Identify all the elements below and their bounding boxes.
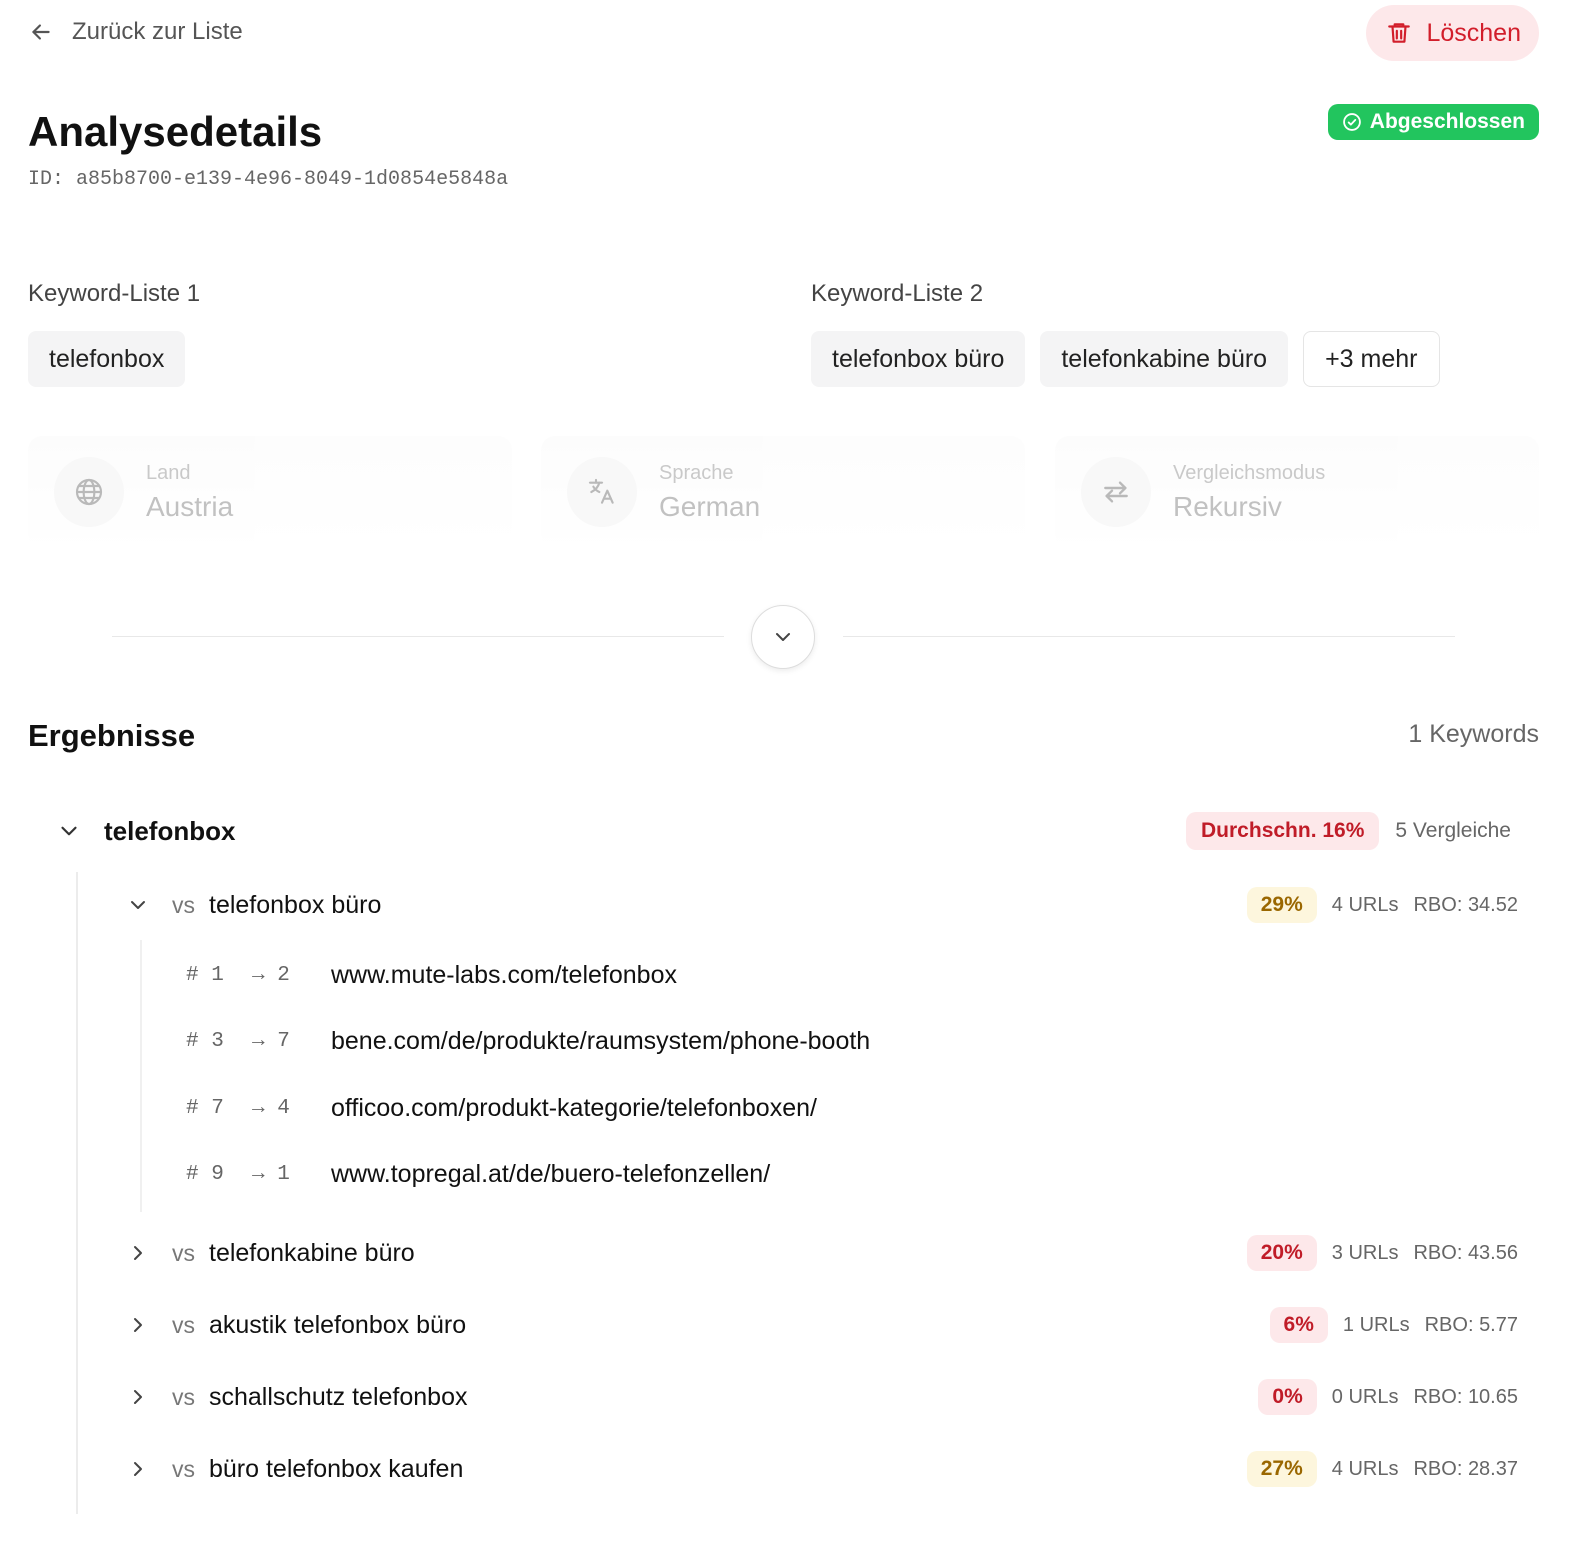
country-value: Austria bbox=[146, 490, 234, 522]
url-count: 1 URLs bbox=[1342, 1313, 1410, 1336]
url-count: 3 URLs bbox=[1331, 1241, 1399, 1264]
comparison-mode-label: Vergleichsmodus bbox=[1173, 461, 1326, 484]
url-row bbox=[186, 1088, 817, 1128]
status-label: Abgeschlossen bbox=[1369, 110, 1525, 133]
expand-details-button[interactable] bbox=[751, 605, 815, 669]
chevron-right-icon[interactable] bbox=[126, 1385, 150, 1409]
overlap-badge: 29% bbox=[1247, 887, 1317, 923]
position-to: → 4 bbox=[252, 1096, 290, 1120]
globe-icon bbox=[54, 457, 124, 527]
language-value: German bbox=[659, 490, 761, 522]
translate-icon bbox=[567, 457, 637, 527]
keyword-list-1 bbox=[28, 331, 185, 387]
overlap-badge: 6% bbox=[1270, 1307, 1328, 1343]
chevron-down-icon[interactable] bbox=[126, 893, 150, 917]
back-to-list-link[interactable] bbox=[28, 18, 243, 46]
average-badge: Durchschn. 16% bbox=[1186, 812, 1379, 850]
vs-label: vs bbox=[172, 1239, 195, 1266]
rbo-score: RBO: 10.65 bbox=[1413, 1385, 1518, 1408]
position-from: # 7 bbox=[186, 1096, 224, 1120]
overlap-badge: 27% bbox=[1247, 1451, 1317, 1487]
overlap-badge: 20% bbox=[1247, 1235, 1317, 1271]
trash-icon bbox=[1386, 20, 1412, 46]
url-row bbox=[186, 1154, 770, 1194]
comparison-mode-value: Rekursiv bbox=[1173, 490, 1282, 522]
url-row bbox=[186, 1021, 870, 1061]
tree-line bbox=[76, 872, 78, 1514]
sub-tree-line bbox=[140, 940, 142, 1212]
comparison-row[interactable] bbox=[126, 1302, 1518, 1348]
divider-right bbox=[843, 636, 1455, 637]
divider-left bbox=[112, 636, 724, 637]
vs-label: vs bbox=[172, 1383, 195, 1410]
comparison-row[interactable] bbox=[126, 1374, 1518, 1420]
chevron-right-icon[interactable] bbox=[126, 1457, 150, 1481]
comparison-row[interactable] bbox=[126, 882, 1518, 928]
url-count: 4 URLs bbox=[1331, 893, 1399, 916]
arrow-left-icon bbox=[28, 19, 54, 45]
comparison-keyword: büro telefonbox kaufen bbox=[209, 1454, 464, 1483]
position-to: → 1 bbox=[252, 1162, 290, 1186]
rbo-score: RBO: 43.56 bbox=[1413, 1241, 1518, 1264]
chevron-right-icon[interactable] bbox=[126, 1313, 150, 1337]
results-count: 1 Keywords bbox=[1408, 720, 1539, 748]
delete-button[interactable] bbox=[1366, 5, 1539, 61]
comparison-row[interactable] bbox=[126, 1230, 1518, 1276]
keyword-list-2 bbox=[811, 331, 1440, 387]
check-circle-icon bbox=[1342, 112, 1362, 132]
rbo-score: RBO: 34.52 bbox=[1413, 893, 1518, 916]
chevron-down-icon bbox=[771, 625, 795, 649]
url-text: www.mute-labs.com/telefonbox bbox=[331, 960, 677, 989]
analysis-id: ID: a85b8700-e139-4e96-8049-1d0854e5848a bbox=[28, 168, 509, 191]
status-badge bbox=[1328, 104, 1539, 140]
url-text: officoo.com/produkt-kategorie/telefonboxen/ bbox=[331, 1093, 817, 1122]
comparison-mode-card bbox=[1055, 436, 1539, 548]
comparison-keyword: akustik telefonbox büro bbox=[209, 1310, 467, 1339]
page-title: Analysedetails bbox=[28, 108, 323, 155]
comparison-keyword: telefonbox büro bbox=[209, 890, 382, 919]
keyword-chip: telefonbox büro bbox=[811, 331, 1025, 387]
keyword-name: telefonbox bbox=[104, 815, 236, 846]
url-count: 4 URLs bbox=[1331, 1457, 1399, 1480]
delete-button-label: Löschen bbox=[1426, 18, 1521, 47]
url-text: bene.com/de/produkte/raumsystem/phone-booth bbox=[331, 1026, 871, 1055]
vs-label: vs bbox=[172, 891, 195, 918]
vs-label: vs bbox=[172, 1455, 195, 1482]
comparison-keyword: telefonkabine büro bbox=[209, 1238, 415, 1267]
position-from: # 3 bbox=[186, 1029, 224, 1053]
overlap-badge: 0% bbox=[1258, 1379, 1316, 1415]
position-from: # 1 bbox=[186, 963, 224, 987]
swap-icon bbox=[1081, 457, 1151, 527]
language-label: Sprache bbox=[659, 461, 734, 484]
url-row bbox=[186, 955, 677, 995]
comparisons-count: 5 Vergleiche bbox=[1395, 819, 1511, 842]
country-card bbox=[28, 436, 512, 548]
keyword-list-1-heading: Keyword-Liste 1 bbox=[28, 280, 201, 307]
results-title: Ergebnisse bbox=[28, 718, 196, 753]
vs-label: vs bbox=[172, 1311, 195, 1338]
position-from: # 9 bbox=[186, 1162, 224, 1186]
chevron-right-icon[interactable] bbox=[126, 1241, 150, 1265]
rbo-score: RBO: 5.77 bbox=[1424, 1313, 1518, 1336]
show-more-keywords-button[interactable]: +3 mehr bbox=[1303, 331, 1439, 387]
back-link-label: Zurück zur Liste bbox=[72, 18, 243, 45]
url-text: www.topregal.at/de/buero-telefonzellen/ bbox=[331, 1159, 771, 1188]
keyword-chip: telefonkabine büro bbox=[1040, 331, 1288, 387]
comparison-row[interactable] bbox=[126, 1446, 1518, 1492]
rbo-score: RBO: 28.37 bbox=[1413, 1457, 1518, 1480]
position-to: → 7 bbox=[252, 1029, 290, 1053]
keyword-list-2-heading: Keyword-Liste 2 bbox=[811, 280, 984, 307]
comparison-keyword: schallschutz telefonbox bbox=[209, 1382, 468, 1411]
keyword-chip: telefonbox bbox=[28, 331, 185, 387]
keyword-result-row[interactable] bbox=[56, 806, 1511, 856]
language-card bbox=[541, 436, 1025, 548]
country-label: Land bbox=[146, 461, 191, 484]
chevron-down-icon[interactable] bbox=[56, 818, 82, 844]
url-count: 0 URLs bbox=[1331, 1385, 1399, 1408]
position-to: → 2 bbox=[252, 963, 290, 987]
